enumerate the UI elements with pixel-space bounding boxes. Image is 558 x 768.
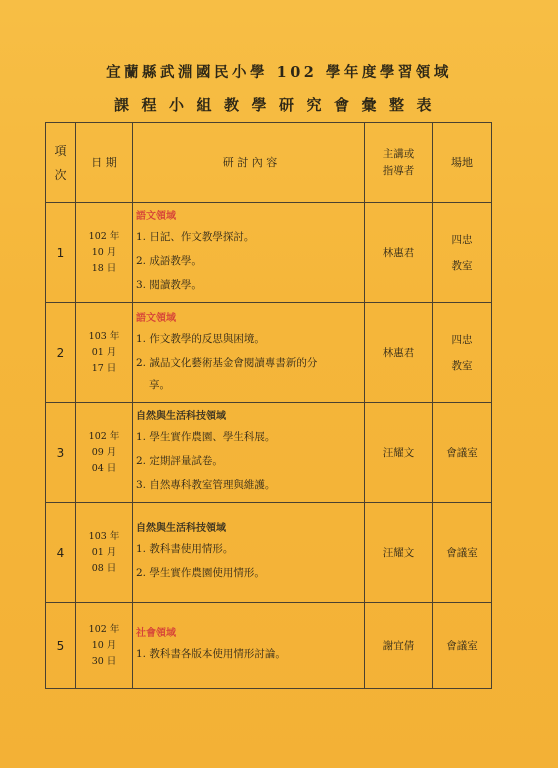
row-date <box>76 403 133 503</box>
date-day: 08 日 <box>91 562 117 574</box>
table-body <box>46 203 492 689</box>
table-row <box>46 403 492 503</box>
place-line: 會議室 <box>446 639 478 652</box>
row-place <box>433 503 492 603</box>
content-list <box>136 309 364 397</box>
content-item: 2. 學生實作農園使用情形。 <box>136 566 265 579</box>
row-leader: 汪耀文 <box>365 503 433 603</box>
content-item: 1. 學生實作農園、學生科展。 <box>136 430 276 443</box>
date-month: 01 月 <box>91 346 117 358</box>
header-place: 場地 <box>433 123 492 203</box>
date-year: 102 年 <box>88 230 120 242</box>
row-content <box>133 503 365 603</box>
row-date <box>76 303 133 403</box>
content-item: 2. 定期評量試卷。 <box>136 454 223 467</box>
row-date <box>76 503 133 603</box>
header-content: 研 討 內 容 <box>133 123 365 203</box>
content-item: 2. 誠品文化藝術基金會閱讀專書新的分 <box>136 356 318 369</box>
document-title-line1: 宜蘭縣武淵國民小學 102 學年度學習領域 <box>106 64 452 81</box>
row-date <box>76 603 133 689</box>
row-number: 4 <box>46 503 76 603</box>
content-list <box>136 407 364 499</box>
document-title-line2: 課程小組教學研究會彙整表 <box>113 96 444 114</box>
content-item: 1. 作文教學的反思與困境。 <box>136 332 265 345</box>
row-place <box>433 603 492 689</box>
table-row <box>46 603 492 689</box>
row-number: 5 <box>46 603 76 689</box>
row-place <box>433 403 492 503</box>
date-year: 102 年 <box>88 430 120 442</box>
category-label: 語文領域 <box>136 210 176 222</box>
row-content <box>133 603 365 689</box>
place-line: 教室 <box>451 259 473 272</box>
row-leader: 謝宜倩 <box>365 603 433 689</box>
place-line: 會議室 <box>446 446 478 459</box>
header-date: 日 期 <box>76 123 133 203</box>
place-line: 會議室 <box>446 546 478 559</box>
content-list <box>136 207 364 299</box>
table-row <box>46 303 492 403</box>
row-number: 1 <box>46 203 76 303</box>
table-row <box>46 203 492 303</box>
date-day: 30 日 <box>91 655 117 667</box>
table-row <box>46 503 492 603</box>
date-year: 103 年 <box>88 330 120 342</box>
date-month: 01 月 <box>91 546 117 558</box>
content-list <box>136 519 364 587</box>
date-year: 102 年 <box>88 623 120 635</box>
row-number: 2 <box>46 303 76 403</box>
content-item: 1. 教科書各版本使用情形討論。 <box>136 647 286 660</box>
place-line: 四忠 <box>451 233 473 246</box>
content-item: 3. 自然專科教室管理與維護。 <box>136 478 276 491</box>
seminar-table <box>45 122 492 689</box>
row-number: 3 <box>46 403 76 503</box>
row-leader: 林惠君 <box>365 203 433 303</box>
content-item: 3. 閱讀教學。 <box>136 278 202 291</box>
place-line: 教室 <box>451 359 473 372</box>
category-label: 自然與生活科技領域 <box>136 410 226 422</box>
content-item: 2. 成語教學。 <box>136 254 202 267</box>
row-place <box>433 303 492 403</box>
date-month: 10 月 <box>91 639 117 651</box>
content-item: 1. 教科書使用情形。 <box>136 542 234 555</box>
row-content <box>133 303 365 403</box>
content-item: 享。 <box>149 378 170 391</box>
row-place <box>433 203 492 303</box>
date-year: 103 年 <box>88 530 120 542</box>
date-month: 09 月 <box>91 446 117 458</box>
row-leader: 林惠君 <box>365 303 433 403</box>
category-label: 自然與生活科技領域 <box>136 522 226 534</box>
row-leader: 汪耀文 <box>365 403 433 503</box>
row-content <box>133 203 365 303</box>
header-no: 項次 <box>46 123 76 203</box>
date-month: 10 月 <box>91 246 117 258</box>
date-day: 17 日 <box>91 362 117 374</box>
content-list <box>136 624 364 668</box>
table-header-row <box>46 123 492 203</box>
place-line: 四忠 <box>451 333 473 346</box>
row-content <box>133 403 365 503</box>
content-item: 1. 日記、作文教學探討。 <box>136 230 255 243</box>
header-leader: 主講或指導者 <box>365 123 433 203</box>
row-date <box>76 203 133 303</box>
date-day: 18 日 <box>91 262 117 274</box>
date-day: 04 日 <box>91 462 117 474</box>
category-label: 語文領域 <box>136 312 176 324</box>
category-label: 社會領域 <box>136 627 176 639</box>
